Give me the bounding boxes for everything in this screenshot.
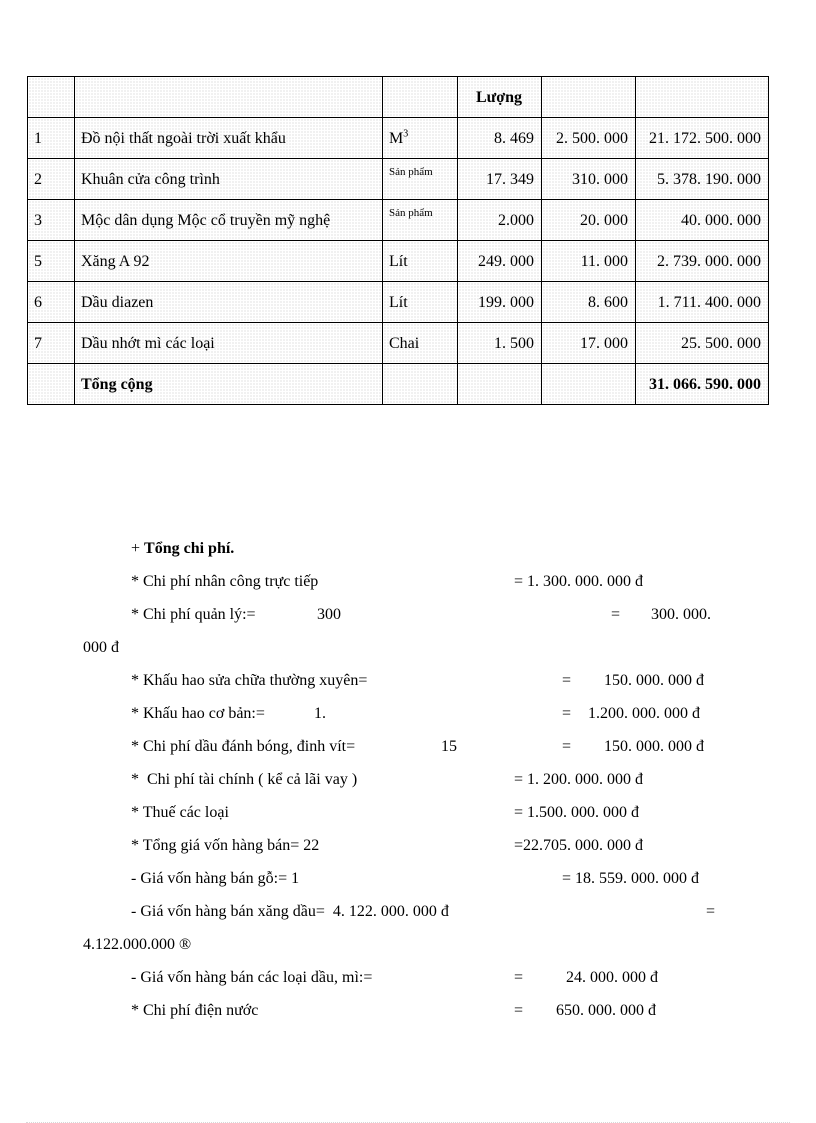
row-qty: 199. 000 xyxy=(458,282,542,323)
unit-superscript: 3 xyxy=(403,128,409,140)
product-table xyxy=(27,76,769,405)
total-row-stt xyxy=(28,364,75,405)
cost-item-label: - Giá vốn hàng bán xăng dầu= 4. 122. 000. 000 đ xyxy=(131,903,449,920)
row-total: 2. 739. 000. 000 xyxy=(636,241,769,282)
row-unit: Sản phẩm xyxy=(383,200,458,241)
row-stt: 1 xyxy=(28,118,75,159)
row-qty: 2.000 xyxy=(458,200,542,241)
row-stt: 5 xyxy=(28,241,75,282)
table-row xyxy=(28,159,769,200)
row-stt: 7 xyxy=(28,323,75,364)
cost-item-label: * Thuế các loại xyxy=(131,804,229,821)
cost-item-value: 150. 000. 000 đ xyxy=(604,738,704,755)
row-total: 5. 378. 190. 000 xyxy=(636,159,769,200)
header-cell xyxy=(75,77,383,118)
row-total: 40. 000. 000 xyxy=(636,200,769,241)
costs-heading xyxy=(131,539,234,559)
table-row xyxy=(28,323,769,364)
cost-item-equals: = xyxy=(611,606,621,623)
row-name: Dầu diazen xyxy=(75,282,383,323)
row-unit xyxy=(383,118,458,159)
cost-item-equals: = xyxy=(562,705,572,722)
cost-item-label: * Chi phí tài chính ( kể cả lãi vay ) xyxy=(131,771,358,788)
cost-item-equals: = xyxy=(562,672,572,689)
row-stt: 2 xyxy=(28,159,75,200)
total-value: 31. 066. 590. 000 xyxy=(636,364,769,405)
header-cell xyxy=(636,77,769,118)
row-price: 8. 600 xyxy=(542,282,636,323)
row-name: Mộc dân dụng Mộc cổ truyền mỹ nghệ xyxy=(75,200,383,241)
row-stt: 6 xyxy=(28,282,75,323)
row-qty: 8. 469 xyxy=(458,118,542,159)
row-price: 2. 500. 000 xyxy=(542,118,636,159)
row-unit: Lít xyxy=(383,282,458,323)
row-unit: Lít xyxy=(383,241,458,282)
cost-item-value: 300. 000. xyxy=(651,606,711,623)
row-name: Khuân cửa công trình xyxy=(75,159,383,200)
total-row-unit xyxy=(383,364,458,405)
total-label: Tổng cộng xyxy=(75,364,383,405)
header-cell-quantity: Lượng xyxy=(458,77,542,118)
cost-item-label: * Tổng giá vốn hàng bán= 22 xyxy=(131,837,320,854)
cost-item-equals: = xyxy=(562,738,572,755)
cost-item-value: 24. 000. 000 đ xyxy=(566,969,658,986)
cost-item-value: =22.705. 000. 000 đ xyxy=(514,837,644,854)
costs-heading-text: Tổng chi phí. xyxy=(144,540,235,557)
row-total: 21. 172. 500. 000 xyxy=(636,118,769,159)
table-row xyxy=(28,241,769,282)
row-unit: Sản phẩm xyxy=(383,159,458,200)
cost-item-value-wrap: 000 đ xyxy=(83,639,119,656)
row-price: 20. 000 xyxy=(542,200,636,241)
cost-item-label: * Chi phí dầu đánh bóng, đinh vít= xyxy=(131,738,356,755)
costs-heading-prefix: + xyxy=(131,540,145,557)
row-name: Dầu nhớt mì các loại xyxy=(75,323,383,364)
cost-item-label: * Khấu hao sửa chữa thường xuyên= xyxy=(131,672,368,689)
table-total-row xyxy=(28,364,769,405)
cost-item-equals: = xyxy=(706,903,716,920)
unit-text: M xyxy=(389,130,404,147)
cost-item-label: * Khấu hao cơ bản:= xyxy=(131,705,265,722)
row-qty: 17. 349 xyxy=(458,159,542,200)
cost-item-value: = 1. 200. 000. 000 đ xyxy=(514,771,644,788)
table-row xyxy=(28,200,769,241)
cost-item-amount: 300 xyxy=(317,606,341,623)
row-total: 1. 711. 400. 000 xyxy=(636,282,769,323)
table-row xyxy=(28,282,769,323)
row-price: 310. 000 xyxy=(542,159,636,200)
row-price: 17. 000 xyxy=(542,323,636,364)
header-cell xyxy=(542,77,636,118)
cost-item-value: 150. 000. 000 đ xyxy=(604,672,704,689)
cost-item-value: 650. 000. 000 đ xyxy=(556,1002,656,1019)
total-row-qty xyxy=(458,364,542,405)
row-qty: 249. 000 xyxy=(458,241,542,282)
row-name: Đồ nội thất ngoài trời xuất khẩu xyxy=(75,118,383,159)
row-unit: Chai xyxy=(383,323,458,364)
cost-item-value: = 1. 300. 000. 000 đ xyxy=(514,573,644,590)
cost-item-value: 1.200. 000. 000 đ xyxy=(588,705,700,722)
cost-item-label: * Chi phí điện nước xyxy=(131,1002,259,1019)
header-cell xyxy=(383,77,458,118)
row-price: 11. 000 xyxy=(542,241,636,282)
cost-item-value: = 1.500. 000. 000 đ xyxy=(514,804,640,821)
cost-item-value-wrap: 4.122.000.000 ® xyxy=(83,936,192,953)
table-row xyxy=(28,118,769,159)
cost-item-amount: 15 xyxy=(441,738,457,755)
cost-item-label: * Chi phí quản lý:= xyxy=(131,606,256,623)
cost-item-label: - Giá vốn hàng bán các loại dầu, mì:= xyxy=(131,969,373,986)
cost-item-equals: = xyxy=(514,1002,524,1019)
cost-item-label: - Giá vốn hàng bán gỗ:= 1 xyxy=(131,870,300,887)
cost-item-value: = 18. 559. 000. 000 đ xyxy=(562,870,700,887)
total-row-price xyxy=(542,364,636,405)
cost-item-equals: = xyxy=(514,969,524,986)
row-name: Xăng A 92 xyxy=(75,241,383,282)
cost-item-amount: 1. xyxy=(314,705,326,722)
row-stt: 3 xyxy=(28,200,75,241)
row-qty: 1. 500 xyxy=(458,323,542,364)
cost-item-label: * Chi phí nhân công trực tiếp xyxy=(131,573,319,590)
table-header-row xyxy=(28,77,769,118)
row-total: 25. 500. 000 xyxy=(636,323,769,364)
header-cell xyxy=(28,77,75,118)
